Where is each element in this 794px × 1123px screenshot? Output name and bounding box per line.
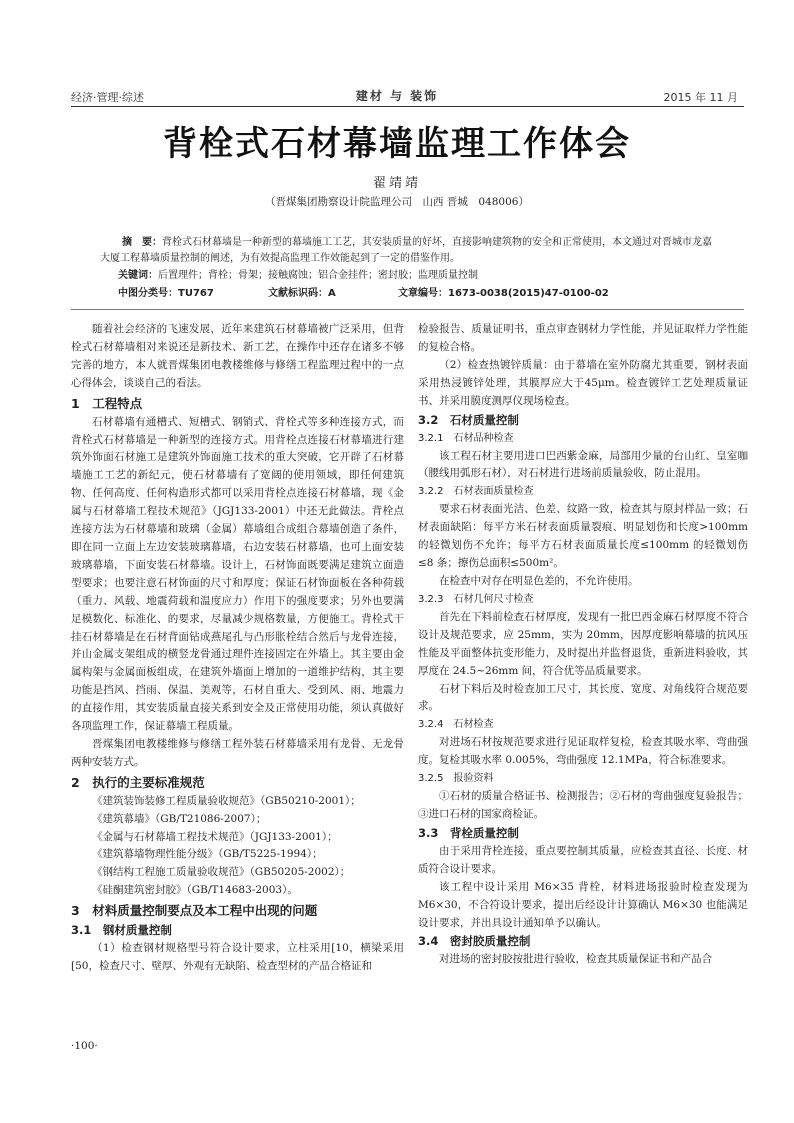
standard-item: 《金属与石材幕墙工程技术规范》（JGJ133-2001）； [92,830,338,843]
continued-paragraph: 检验报告、质量证明书，重点审查钢材力学性能，并见证取样力学性能的复检合格。 [418,323,748,353]
section-3-1-paragraph: （1）检查钢材规格型号符合设计要求，立柱采用[10，横梁采用[50，检查尺寸、壁厚、外观有无缺陷、检查型材的产品合格证和 [71,942,404,973]
clc-label: 中图分类号： [118,288,178,299]
section-3-4-paragraph: 对进场的密封胶按批进行验收，检查其质量保证书和产品合 [439,953,712,966]
abstract-label: 摘 要： [122,237,162,248]
standard-item: 《建筑装饰装修工程质量验收规范》（GB50210-2001）； [92,794,361,807]
header-rule [71,106,744,107]
abstract [100,235,712,267]
section-3-2-heading: 3.2 石材质量控制 [418,412,519,427]
clc-value: TU767 [178,288,214,299]
section-2-heading: 2 执行的主要标准规范 [71,774,205,790]
section-3-heading: 3 材料质量控制要点及本工程中出现的问题 [71,903,318,919]
galvanizing-paragraph: （2）检查热镀锌质量：由于幕墙在室外防腐尤其重要，钢材表面采用热浸镀锌处理，其膜厚应大于45μm。检查镀锌工艺处理质量证书、并采用膜度测厚仪现场检查。 [418,358,748,407]
article-no-value: 1673-0038(2015)47-0100-02 [448,288,609,299]
section-3-2-2-paragraph-2: 在检查中对存在明显色差的，不允许使用。 [439,574,639,587]
section-1-paragraph-1: 石材幕墙有通槽式、短槽式、钢销式、背栓式等多种连接方式，而背栓式石材幕墙是一种新型的连接方式。用背栓点连接石材幕墙进行建筑外饰面石材施工是建筑外饰面施工技术的重大突破，它开辟了石材幕墙施工工艺的新纪元，使石材幕墙有了宽阔的使用领域，即任何建筑物、任何高度、任何构造形式都可以采用背栓点连接石材幕墙，现《金属与石材幕墙工程技术规范》（JGJ133-2001）中还无此做法。背栓点连接方法为石材幕墙和玻璃（金属）幕墙组合成组合幕墙创造了条件，即在同一立面上左边安装玻璃幕墙，右边安装石材幕墙，也可上面安装玻璃幕墙，下面安装石材幕墙。设计上，石材饰面既要满足建筑立面造型要求；也要注意石材饰面的尺寸和厚度；保证石材饰面板在各种荷载（重力、风载、地震荷载和温度应力）作用下的强度要求；另外也要满足模数化、标准化、的要求，尽量减少规格数量，方便施工。背栓式干挂石材幕墙是在石材背面钻成燕尾孔与凸形胀栓结合然后与龙骨连接，并山金属支架组成的横竖龙骨通过理件连接固定在外墙上。其主要由金属构架与金属面板组成，在建筑外墙面上增加的一道维护结构，其主要功能是挡风、挡雨、保温、美观等，石材自重大、受到风、雨、地震力的直接作用，其安装质量直接关系到安全及正常使用功能，须认真做好各项监理工作，保证幕墙工程质量。 [71,415,404,733]
section-3-3-paragraph-2: 该工程中设计采用 M6×35 背栓，材料进场报验时检查发现为 M6×30，不合符设计要求，提出后经设计计算确认 M6×30 也能满足设计要求，并出具设计通知单予以确认。 [418,880,748,929]
page-number: ·100· [71,1040,98,1052]
standard-item: 《硅酮建筑密封胶》（GB/T14683-2003）。 [92,884,298,897]
doc-code-label: 文献标识码： [268,288,328,299]
article-no-label: 文章编号： [398,288,448,299]
intro-paragraph: 随着社会经济的飞速发展，近年来建筑石材幕墙被广泛采用，但背栓式石材幕墙相对来说还是新技术、新工艺，在操作中还存在诸多不够完善的地方，本人就晋煤集团电教楼维修与修缮工程监理过程中的一点心得体会，谈谈自己的看法。 [71,323,404,389]
section-1-heading: 1 工程特点 [71,395,143,411]
author-affiliation: （晋煤集团勘察设计院监理公司 山西 晋城 048006） [265,196,529,208]
section-3-2-3-paragraph-1: 首先在下料前检查石材厚度，发现有一批巴西金麻石材厚度不符合设计及规范要求，应 25mm，实为 20mm，因厚度影响幕墙的抗风压性能及平面整体抗变形能力，及时提出并监督退货，重新进料验收，其厚度在 24.5~26mm 间，符合优等品质量要求。 [418,610,748,677]
right-column [418,321,748,969]
standard-item: 《建筑幕墙》（GB/T21086-2007）； [92,812,267,825]
keywords-label: 关键词： [118,270,158,281]
section-3-3-paragraph-1: 由于采用背栓连接，重点要控制其质量，应检查其直径、长度、材质符合设计要求。 [418,844,748,875]
article-title: 背栓式石材幕墙监理工作体会 [163,124,631,164]
doc-code-value: A [328,288,336,299]
left-column [71,321,404,976]
section-3-2-3-heading: 3.2.3 石材几何尺寸检查 [418,593,534,605]
standard-item: 《建筑幕墙物理性能分级》（GB/T5225-1994）； [92,848,323,861]
section-3-2-4-paragraph: 对进场石材按规范要求进行见证取样复检，检查其吸水率、弯曲强度。复检其吸水率 0.005%，弯曲强度 12.1MPa，符合标准要求。 [418,736,748,767]
section-3-2-1-paragraph: 该工程石材主要用进口巴西紫金麻，局部用少量的台山红、皇室咖（腰线用弧形石材），对石材进行进场前质量验收，防止混用。 [418,449,748,480]
classification-line [118,286,609,302]
section-3-3-heading: 3.3 背栓质量控制 [418,825,519,840]
section-3-2-1-heading: 3.2.1 石材品种检查 [418,432,514,444]
journal-name: 建材 与 装饰 [355,89,439,103]
header-section: 经济·管理·综述 [71,91,144,104]
section-3-2-3-paragraph-2: 石材下料后及时检查加工尺寸，其长度、宽度、对角线符合规范要求。 [418,682,748,713]
abstract-text: 背栓式石材幕墙是一种新型的幕墙施工工艺，其安装质量的好坏，直接影响建筑物的安全和正常使用，本文通过对晋城市龙嘉大厦工程幕墙质量控制的阐述，为有效提高监理工作效能起到了一定的借鉴作用。 [100,237,712,264]
section-1-paragraph-2: 晋煤集团电教楼维修与修缮工程外装石材幕墙采用有龙骨、无龙骨两种安装方式。 [71,737,404,768]
issue-date: 2015 年 11 月 [663,91,738,104]
keywords [118,268,478,284]
standard-item: 《钢结构工程施工质量验收规范》（GB50205-2002）； [92,866,351,879]
section-3-2-5-heading: 3.2.5 报验资料 [418,773,494,785]
section-3-2-4-heading: 3.2.4 石材检查 [418,719,494,731]
keywords-text: 后置理件；背栓；骨架；接触腐蚀；铝合金挂件；密封胶；监理质量控制 [158,270,478,281]
section-3-1-heading: 3.1 钢材质量控制 [71,923,172,938]
section-3-2-2-paragraph-1: 要求石材表面光洁、色差、纹路一致，检查其与原封样品一致；石材表面缺陷：每平方米石材表面质量裂痕、明显划伤和长度>100mm 的轻微划伤不允许；每平方石材表面质量长度≤100mm 的轻微划伤≤8 条；擦伤总面积≤500m²。 [418,503,748,570]
section-3-2-5-paragraph: ①石材的质量合格证书、检测报告；②石材的弯曲强度复验报告；③进口石材的国家商检证。 [418,790,748,821]
section-3-4-heading: 3.4 密封胶质量控制 [418,934,531,949]
section-3-2-2-heading: 3.2.2 石材表面质量检查 [418,486,534,498]
article-author: 翟靖靖 [372,176,421,191]
abstract-separator [71,309,744,310]
